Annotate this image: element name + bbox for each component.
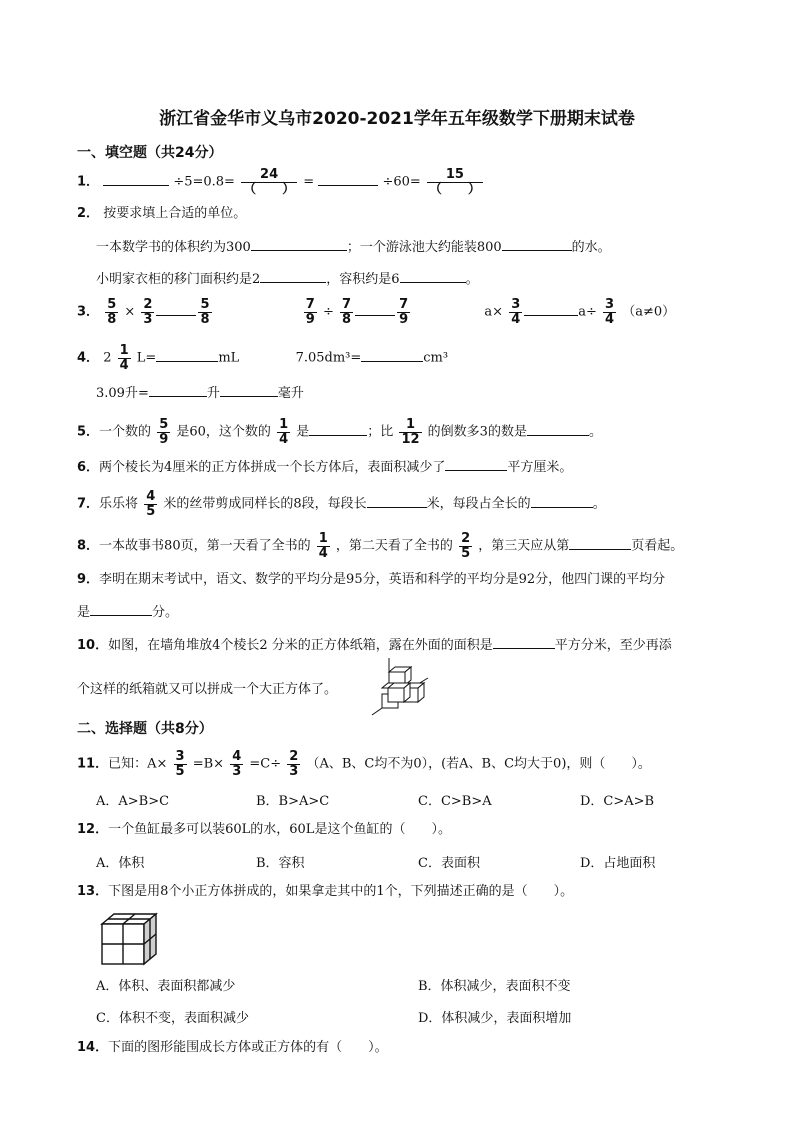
answer-blank[interactable] [260,268,326,283]
question-number: 5． [77,424,100,440]
question-text: 下图是用8个小正方体拼成的，如果拿走其中的1个，下列描述正确的是（ ）。 [108,884,574,899]
page-title: 浙江省金华市义乌市2020-2021学年五年级数学下册期末试卷 [159,109,635,129]
question-text: 。 [592,496,606,512]
question-text: 两个棱长为4厘米的正方体拼成一个长方体后，表面积减少了 [99,460,446,475]
question-text: （A、B、C均不为0），(若A、B、C均大于0)，则（ ）。 [306,756,651,772]
cube-figure [100,912,160,966]
question-text: 米的丝带剪成同样长的8段，每段长 [163,496,367,512]
option-a[interactable]: A．体积、表面积都减少 [96,979,236,994]
question-text: 平方分米，至少再添 [554,638,672,653]
question-2-line-2 [96,268,479,290]
question-12 [77,820,451,840]
question-text: 个这样的纸箱就又可以拼成一个大正方体了。 [77,682,338,697]
question-text: ÷5=0.8= [173,174,235,190]
question-text: L= [136,350,157,366]
question-text: 升 [206,386,220,401]
question-text: ，容积约是6 [326,272,400,287]
question-2-line-1 [96,236,611,258]
answer-blank[interactable] [367,493,427,508]
question-number: 13． [77,884,109,899]
question-text: a÷ [578,304,597,320]
fraction: $\frac{1}{4}$ [119,343,129,373]
answer-blank[interactable] [149,382,207,397]
answer-blank[interactable] [103,171,169,186]
answer-blank[interactable] [531,493,593,508]
question-text: mL [218,350,240,366]
question-text: 是 [296,424,310,440]
question-text: 是 [77,605,91,620]
fraction: $\frac{1}{4}$ [318,531,328,561]
option-c[interactable]: C．体积不变，表面积减少 [96,1011,249,1026]
question-number: 10． [77,638,109,653]
question-text: 小明家衣柜的移门面积约是2 [96,272,261,287]
answer-blank[interactable] [355,301,395,316]
option-a[interactable]: A．体积 [96,856,145,871]
option-b[interactable]: B．B>A>C [256,794,330,809]
question-text: 毫升 [277,386,304,401]
option-c[interactable]: C．C>B>A [418,794,492,809]
answer-blank[interactable] [493,634,555,649]
option-b[interactable]: B．容积 [256,856,305,871]
fraction: $\frac{7}{9}$ [399,297,409,327]
question-text: ÷60= [382,174,421,190]
question-3 [77,298,675,326]
answer-blank[interactable] [361,347,423,362]
question-text: a× [484,304,504,320]
fraction: $\frac{24}{( )}$ [243,167,296,197]
fraction: $\frac{15}{( )}$ [428,167,481,197]
question-text: 3.09升= [96,386,149,401]
answer-blank[interactable] [524,301,578,316]
question-text: 下面的图形能围成长方体或正方体的有（ ）。 [108,1040,388,1055]
answer-blank[interactable] [400,268,466,283]
question-number: 3． [77,304,100,320]
fraction: $\frac{5}{8}$ [107,297,117,327]
answer-blank[interactable] [251,236,347,251]
question-text: 如图，在墙角堆放4个棱长2 分米的正方体纸箱，露在外面的面积是 [108,638,493,653]
question-text: ，第二天看了全书的 [335,538,453,554]
question-text: 。 [465,272,479,287]
question-text: （a≠0） [622,304,676,320]
question-10-line-2 [77,680,337,700]
operator: ÷ [322,304,334,320]
fraction: $\frac{2}{3}$ [143,297,153,327]
question-10 [77,634,672,656]
question-8 [77,532,683,560]
question-4 [77,344,448,372]
question-text: = [303,174,315,190]
question-text: 李明在期末考试中，语文、数学的平均分是95分，英语和科学的平均分是92分，他四门课的平均分 [99,572,666,587]
question-text: ；一个游泳池大约能装800 [346,240,502,255]
question-number: 9． [77,572,100,587]
question-14 [77,1038,388,1058]
question-text: =B× [192,756,225,772]
question-number: 1． [77,174,100,190]
question-text: 已知：A× [108,756,168,772]
question-number: 8． [77,538,100,554]
question-text: 的倒数多3的数是 [427,424,527,440]
answer-blank[interactable] [156,301,196,316]
answer-blank[interactable] [156,347,218,362]
question-6 [77,456,572,478]
question-text: ；比 [367,424,394,440]
question-text: 乐乐将 [99,496,139,512]
corner-boxes-figure [368,656,430,718]
question-text: ，第三天应从第 [478,538,570,554]
question-11 [77,750,651,778]
question-text: 平方厘米。 [507,460,573,475]
answer-blank[interactable] [569,535,631,550]
section-choice-heading: 二、选择题（共8分） [77,721,213,737]
answer-blank[interactable] [90,601,152,616]
question-number: 11． [77,756,109,772]
question-text: 一本数学书的体积约为300 [96,240,251,255]
question-text: 按要求填上合适的单位。 [103,206,247,221]
question-text: 是60，这个数的 [176,424,271,440]
question-text: 7.05dm³= [295,350,362,366]
question-number: 7． [77,496,100,512]
option-b[interactable]: B．体积减少，表面积不变 [418,979,571,994]
question-4-line-2 [96,382,304,404]
question-5 [77,418,602,446]
question-9 [77,570,665,590]
fraction: $\frac{5}{8}$ [200,297,210,327]
option-d[interactable]: D．体积减少，表面积增加 [418,1011,572,1026]
question-text: 米，每段占全长的 [426,496,531,512]
question-number: 2． [77,206,100,221]
question-number: 14． [77,1040,109,1055]
option-d[interactable]: D．占地面积 [580,856,656,871]
question-13 [77,882,573,902]
question-text: =C÷ [249,756,282,772]
answer-blank[interactable] [309,421,367,436]
fraction: $\frac{1}{4}$ [279,417,289,447]
question-2 [77,204,246,224]
fraction: $\frac{3}{4}$ [511,297,521,327]
question-number: 4． [77,350,100,366]
fraction: $\frac{4}{5}$ [146,489,156,519]
question-text: 一本故事书80页，第一天看了全书的 [99,538,311,554]
question-text: 的水。 [571,240,611,255]
answer-blank[interactable] [220,382,278,397]
option-c[interactable]: C．表面积 [418,856,480,871]
fraction: $\frac{1}{12}$ [401,417,420,447]
fraction: $\frac{7}{8}$ [342,297,352,327]
question-text: 一个数的 [99,424,152,440]
answer-blank[interactable] [318,171,378,186]
question-9-line-2 [77,601,178,623]
fraction: $\frac{2}{3}$ [289,749,299,779]
answer-blank[interactable] [527,421,589,436]
fraction: $\frac{4}{3}$ [232,749,242,779]
section-fill-blank-heading: 一、填空题（共24分） [77,145,223,161]
option-a[interactable]: A．A>B>C [96,794,170,809]
operator: × [124,304,136,320]
fraction: $\frac{5}{9}$ [159,417,169,447]
option-d[interactable]: D．C>A>B [580,794,655,809]
question-text: 2 [103,350,112,366]
fraction: $\frac{3}{4}$ [605,297,615,327]
question-number: 6． [77,460,100,475]
answer-blank[interactable] [445,456,507,471]
question-text: cm³ [423,350,449,366]
question-text: 页看起。 [631,538,684,554]
fraction: $\frac{7}{9}$ [305,297,315,327]
question-text: 一个鱼缸最多可以装60L的水，60L是这个鱼缸的（ ）。 [108,822,451,837]
answer-blank[interactable] [502,236,572,251]
question-number: 12． [77,822,109,837]
question-text: 分。 [152,605,179,620]
fraction: $\frac{3}{5}$ [175,749,185,779]
question-text: 。 [588,424,602,440]
question-1 [77,168,485,196]
question-7 [77,490,606,518]
fraction: $\frac{2}{5}$ [461,531,471,561]
